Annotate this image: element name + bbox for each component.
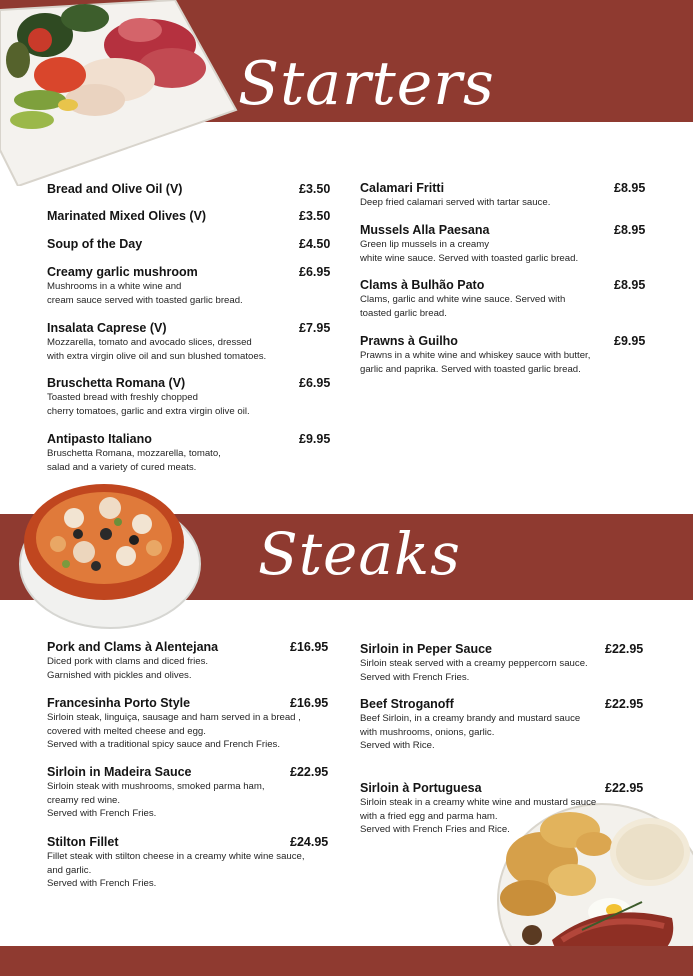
item-name: Insalata Caprese (V) — [47, 321, 167, 335]
item-name: Sirloin à Portuguesa — [360, 781, 482, 795]
item-price: £6.95 — [299, 376, 331, 390]
item-description: Clams, garlic and white wine sauce. Served with toasted garlic bread. — [360, 294, 566, 319]
item-name: Clams à Bulhão Pato — [360, 278, 485, 292]
starters-left-column — [47, 182, 339, 482]
item-price: £16.95 — [290, 696, 329, 710]
starters-title: Starters — [238, 49, 495, 119]
item-description: Mushrooms in a white wine and cream sauce served with toasted garlic bread. — [47, 281, 243, 306]
item-description: Sirloin steak served with a creamy peppercorn sauce. Served with French Fries. — [360, 658, 588, 683]
item-name: Francesinha Porto Style — [47, 696, 191, 710]
steaks-left-column — [47, 640, 339, 900]
item-name: Bruschetta Romana (V) — [47, 376, 186, 390]
item-name: Bread and Olive Oil (V) — [47, 182, 183, 196]
item-description: Sirloin steak, linguiça, sausage and ham served in a bread , covered with melted cheese and egg. Served with a traditional spicy sauce and French Fries. — [47, 712, 301, 751]
item-price: £24.95 — [290, 835, 329, 849]
item-description: Prawns in a white wine and whiskey sauce with butter, garlic and paprika. Served with toasted garlic bread. — [360, 350, 591, 375]
item-price: £16.95 — [290, 640, 329, 654]
item-name: Creamy garlic mushroom — [47, 265, 198, 279]
item-description: Green lip mussels in a creamy white wine sauce. Served with toasted garlic bread. — [360, 239, 579, 264]
steaks-title: Steaks — [258, 520, 461, 588]
item-price: £22.95 — [605, 697, 644, 711]
item-price: £9.95 — [299, 432, 331, 446]
item-description: Bruschetta Romana, mozzarella, tomato, salad and a variety of cured meats. — [47, 448, 221, 473]
item-price: £22.95 — [290, 765, 329, 779]
steaks-right-column — [360, 642, 655, 842]
item-description: Mozzarella, tomato and avocado slices, dressed with extra virgin olive oil and sun blushed tomatoes. — [47, 337, 267, 362]
clams-dish-photo — [14, 478, 210, 634]
item-price: £4.50 — [299, 237, 331, 251]
item-price: £8.95 — [614, 181, 646, 195]
item-price: £3.50 — [299, 209, 331, 223]
item-name: Pork and Clams à Alentejana — [47, 640, 219, 654]
item-description: Beef Sirloin, in a creamy brandy and mustard sauce with mushrooms, onions, garlic. Served with Rice. — [360, 713, 581, 752]
item-name: Sirloin in Peper Sauce — [360, 642, 492, 656]
item-description: Toasted bread with freshly chopped cherry tomatoes, garlic and extra virgin olive oil. — [47, 392, 250, 417]
item-name: Stilton Fillet — [47, 835, 119, 849]
item-price: £3.50 — [299, 182, 331, 196]
item-price: £8.95 — [614, 278, 646, 292]
item-price: £9.95 — [614, 334, 646, 348]
item-name: Mussels Alla Paesana — [360, 223, 490, 237]
item-name: Calamari Fritti — [360, 181, 445, 195]
footer-band — [0, 946, 693, 976]
item-name: Sirloin in Madeira Sauce — [47, 765, 192, 779]
item-price: £8.95 — [614, 223, 646, 237]
item-name: Antipasto Italiano — [47, 432, 152, 446]
item-description: Sirloin steak in a creamy white wine and mustard sauce with a fried egg and parma ham. Served with French Fries and Rice. — [360, 797, 597, 836]
item-description: Deep fried calamari served with tartar sauce. — [360, 197, 551, 208]
starters-platter-photo — [0, 0, 240, 186]
item-name: Prawns à Guilho — [360, 334, 458, 348]
item-description: Fillet steak with stilton cheese in a creamy white wine sauce, and garlic. Served with French Fries. — [47, 851, 305, 890]
item-description: Sirloin steak with mushrooms, smoked parma ham, creamy red wine. Served with French Fries. — [47, 781, 265, 820]
item-price: £7.95 — [299, 321, 331, 335]
item-name: Soup of the Day — [47, 237, 143, 251]
item-price: £22.95 — [605, 781, 644, 795]
item-name: Beef Stroganoff — [360, 697, 454, 711]
starters-right-column — [360, 181, 655, 381]
item-price: £22.95 — [605, 642, 644, 656]
item-name: Marinated Mixed Olives (V) — [47, 209, 207, 223]
item-description: Diced pork with clams and diced fries. Garnished with pickles and olives. — [47, 656, 209, 681]
item-price: £6.95 — [299, 265, 331, 279]
